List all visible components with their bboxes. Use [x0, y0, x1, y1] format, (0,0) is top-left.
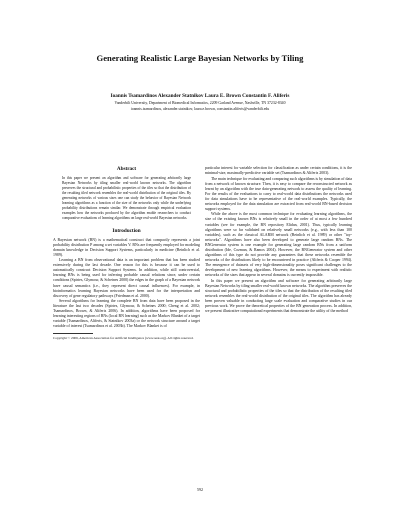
- introduction-heading: Introduction: [112, 227, 141, 234]
- right-column: [205, 166, 352, 314]
- abstract-heading: Abstract: [116, 166, 137, 172]
- author-emails: ioannis.tsamardinos, alexander.statnikov, laura.e.brown, constantin.aliferis@vanderbilt.edu: [130, 107, 270, 111]
- footnote-rule: [53, 333, 93, 334]
- copyright-footnote: Copyright © 2006, American Association for Artificial Intelligence (www.aaai.org). All rights reserved.: [53, 336, 194, 341]
- abstract-section: [53, 176, 200, 221]
- page-number: 592: [197, 487, 203, 492]
- intro-paragraph-3: Several algorithms for learning the complete BN from data have been proposed in the literature the last two decades (Spirtes, Glymour, & Scheines 2000; Cheng et al. 2002; Tsamardinos, Brown, & Aliferis 2006). In addition, algorithms have been proposed for learning interesting regions of BNs (local BN learning) such as the Markov Blanket of a target variable (Tsamardinos, Aliferis, & Statnikov 2003a) or the network structure around a target variable of interest (Tsamardinos et al. 2003b). The Markov Blanket is of: [53, 299, 200, 329]
- body-paragraph-2: The main technique for evaluating and comparing such algorithms is by simulation of data from a network of known structure. Then, it is easy to compare the reconstructed network as learnt by an algorithm with the true data-generating network to assess the quality of learning. For the results of the evaluations to carry to real-world data distributions the networks used for data simulations have to be representative of the real-world examples. Typically, the networks employed for the data simulation are extracted from real-world BN-based decision support systems.: [205, 176, 352, 211]
- body-paragraph-3: While the above is the most common technique for evaluating learning algorithms, the size of the existing known BNs is relatively small in the order of at most a few hundred variables (see for example, the BN repository Elidan, 2001). Thus, typically learning algorithms were so far validated on relatively small networks (e.g., with less than 100 variables), such as the classical ALARM network (Beinlich et al. 1989) or other "toy-networks". Algorithms have also been developed to generate large random BNs. The BNGenerator system is one example for generating large random BNs from a uniform distribution (Ide, Cozman, & Ramos 2004). However, the BNGenerator system and other algorithms of this type do not provide any guarantees that these networks resemble the networks of the distributions likely to be encountered in practice (Aliferis & Cooper 1994). The emergence of datasets of very high-dimensionality poses significant challenges to the development of new learning algorithms. However, the means to experiment with realistic networks of the sizes that appear in several domains is currently impossible.: [205, 212, 352, 277]
- body-paragraph-4: In this paper we present an algorithm and software for generating arbitrarily large Bayesian Networks by tiling smaller real-world known networks. The algorithm preserves the structural and probabilistic properties of the tiles so that the distribution of the resulting tiled network resembles the real-world distribution of the original tiles. The algorithm has already been proven valuable in conducting large scale evaluation and comparative studies in our previous work. We prove the theoretical properties of the BN generation process. In addition, we present illustrative computational experiments that demonstrate the utility of the method: [205, 278, 352, 313]
- intro-paragraph-1: A Bayesian network (BN) is a mathematical construct that compactly represents a joint probability distribution P among a set variables V. BNs are frequently employed for modeling domain knowledge in Decision Support Systems, particularly in medicine (Beinlich et al. 1989).: [53, 237, 200, 257]
- paper-title: Generating Realistic Large Bayesian Networks by Tiling: [96, 53, 304, 63]
- author-list: Ioannis Tsamardinos Alexander Statnikov Laura E. Brown Constantin F. Aliferis: [110, 93, 290, 99]
- body-paragraph-1: particular interest for variable selection for classification as under certain conditions, it is the minimal-size, maximally-predictive variable set (Tsamardinos & Aliferis 2003).: [205, 166, 352, 176]
- abstract-text: In this paper we present an algorithm and software for generating arbitrarily large Bayesian Networks by tiling smaller real-world known networks. The algorithm preserves the structural and probabilistic properties of the tiles so that the distribution of the resulting tiled network resembles the real-world distribution of the original tiles. By generating networks of various sizes one can study the behavior of Bayesian Network learning algorithms as a function of the size of the networks only while the underlying probability distributions remain similar. We demonstrate through empirical evaluation examples how the networks produced by the algorithm enable researchers to conduct comparative evaluations of learning algorithms on large real-world Bayesian networks.: [62, 176, 191, 220]
- affiliation: Vanderbilt University, Department of Biomedical Informatics, 2209 Garland Avenue, Nashville, TN 37232-8340: [114, 101, 286, 105]
- intro-paragraph-2: Learning a BN from observational data is an important problem that has been studied extensively during the last decade. One reason for this is because it can be used to automatically construct Decision Support Systems. In addition, while still controversial, learning BNs is being used for inferring probable causal relations since, under certain conditions (Spirtes, Glymour, & Scheines 2000) the edges in the graph of a Bayesian network have causal semantics (i.e., they represent direct causal influences). For example, in bioinformatics learning Bayesian networks have been used for the interpretation and discovery of gene regulatory pathways (Friedman et al. 2000).: [53, 258, 200, 298]
- left-column: [53, 166, 200, 341]
